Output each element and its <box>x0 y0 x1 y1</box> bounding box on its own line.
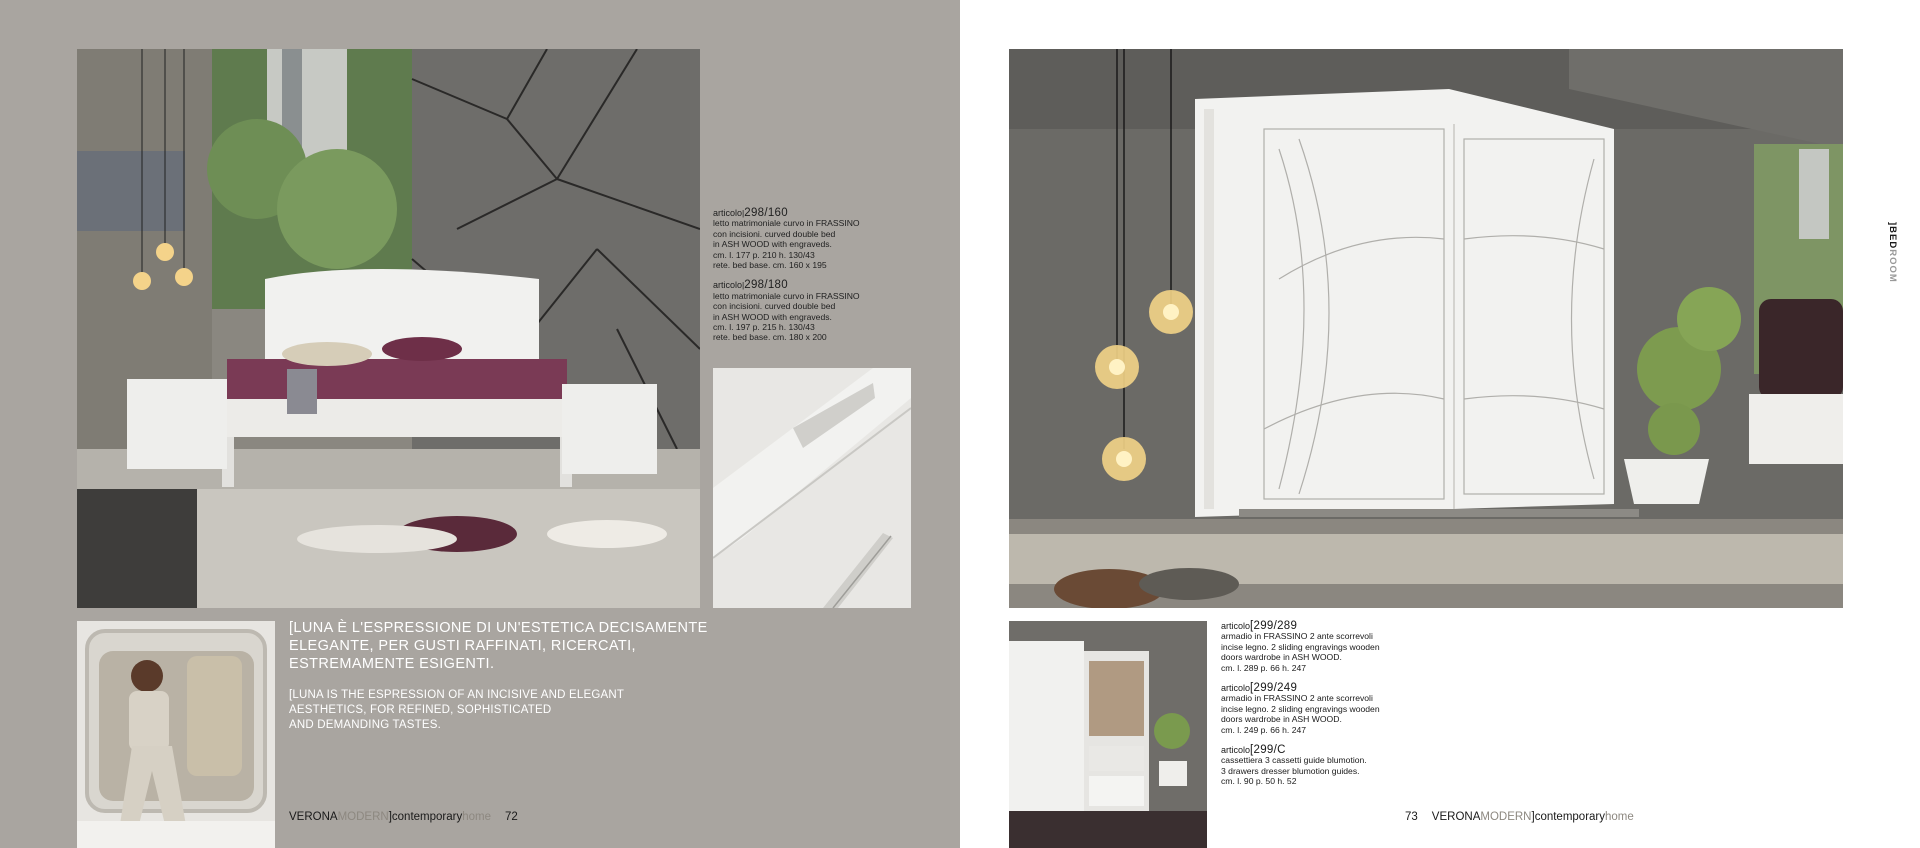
page-number: 72 <box>505 811 518 823</box>
spec-label: articolo <box>713 280 743 291</box>
spec-label: articolo <box>1221 745 1251 756</box>
open-wardrobe-photo <box>1009 621 1207 848</box>
spec-line: cm. l. 197 p. 215 h. 130/43 <box>713 322 815 333</box>
spec-line: letto matrimoniale curvo in FRASSINO <box>713 290 860 301</box>
footer-right <box>1405 811 1634 823</box>
footer-left <box>289 811 518 823</box>
spec-code-line <box>1221 683 1380 693</box>
right-page <box>960 0 1920 848</box>
spec-label: articolo <box>1221 621 1251 631</box>
spec-line: doors wardrobe in ASH WOOD. <box>1221 652 1342 663</box>
spec-line: incise legno. 2 sliding engravings wooden <box>1221 703 1380 714</box>
spec-label: articolo <box>713 208 743 218</box>
footer-brand-accent: MODERN <box>1480 811 1532 823</box>
spec-line: con incisioni. curved double bed <box>713 228 836 239</box>
footer-tagline: ]contemporary <box>388 811 463 823</box>
spec-line: incise legno. 2 sliding engravings wooden <box>1221 641 1380 652</box>
page-number: 73 <box>1405 811 1418 823</box>
quote-line: AESTHETICS, FOR REFINED, SOPHISTICATED <box>289 704 552 716</box>
spec-line: letto matrimoniale curvo in FRASSINO <box>713 218 860 229</box>
spec-code-line <box>1221 621 1380 631</box>
spec-line: armadio in FRASSINO 2 ante scorrevoli <box>1221 693 1373 704</box>
bedroom-bed-photo <box>77 49 700 608</box>
spec-item <box>713 208 860 270</box>
spec-code: [299/C <box>1250 744 1286 757</box>
spec-line: cassettiera 3 cassetti guide blumotion. <box>1221 755 1367 766</box>
spec-line: cm. l. 90 p. 50 h. 52 <box>1221 776 1297 787</box>
spec-code-line: articolo|298/180 <box>713 279 788 292</box>
footer-brand: VERONA <box>289 811 338 823</box>
spec-code-line <box>1221 745 1380 755</box>
spec-item <box>1221 745 1380 787</box>
quote-line: ESTREMAMENTE ESIGENTI. <box>289 656 495 672</box>
quote-line: ELEGANTE, PER GUSTI RAFFINATI, RICERCATI, <box>289 638 636 654</box>
drawer-detail-photo <box>713 368 911 608</box>
spec-line: in ASH WOOD with engraveds. <box>713 311 832 322</box>
spec-item <box>1221 683 1380 735</box>
spec-code: 298/180 <box>744 279 788 292</box>
wardrobe-photo <box>1009 49 1843 608</box>
spec-line: rete. bed base. cm. 160 x 195 <box>713 260 827 271</box>
spec-line: cm. l. 177 p. 210 h. 130/43 <box>713 249 815 260</box>
footer-brand-accent: MODERN <box>337 811 389 823</box>
bed-spec-block <box>713 208 860 353</box>
footer-brand: VERONA <box>1431 811 1481 823</box>
tab-word: BED <box>1887 226 1898 250</box>
section-tab-bedroom <box>1887 222 1898 283</box>
wardrobe-spec-block <box>1221 621 1380 797</box>
spec-line: in ASH WOOD with engraveds. <box>713 239 832 250</box>
spec-line: cm. l. 249 p. 66 h. 247 <box>1221 724 1307 735</box>
quote-line: AND DEMANDING TASTES. <box>289 719 442 731</box>
woman-in-car-photo <box>77 621 275 848</box>
spec-code: [299/289 <box>1250 620 1298 632</box>
spec-code: 298/160 <box>744 207 788 219</box>
spec-item <box>1221 621 1380 673</box>
spec-code-line: articolo|298/160 <box>713 207 788 219</box>
spec-label: articolo <box>1221 683 1251 694</box>
footer-tagline-accent: home <box>1605 811 1634 823</box>
footer-tagline-accent: home <box>462 811 491 823</box>
tab-word-accent: ROOM <box>1887 249 1898 283</box>
quote-english <box>289 688 709 733</box>
spec-line: rete. bed base. cm. 180 x 200 <box>713 332 827 343</box>
spec-line: armadio in FRASSINO 2 ante scorrevoli <box>1221 631 1373 642</box>
spec-item <box>713 280 860 342</box>
tab-bracket: ] <box>1887 222 1898 227</box>
spec-line: 3 drawers dresser blumotion guides. <box>1221 765 1360 776</box>
spec-line: doors wardrobe in ASH WOOD. <box>1221 714 1342 725</box>
footer-tagline: ]contemporary <box>1531 811 1606 823</box>
quote-line: [LUNA È L'ESPRESSIONE DI UN'ESTETICA DECISAMENTE <box>289 620 708 636</box>
spec-code: [299/249 <box>1250 682 1298 695</box>
spec-line: con incisioni. curved double bed <box>713 301 836 312</box>
spec-line: cm. l. 289 p. 66 h. 247 <box>1221 662 1307 673</box>
quote-italian <box>289 619 709 673</box>
quote-line: [LUNA IS THE ESPRESSION OF AN INCISIVE AND ELEGANT <box>289 689 625 701</box>
